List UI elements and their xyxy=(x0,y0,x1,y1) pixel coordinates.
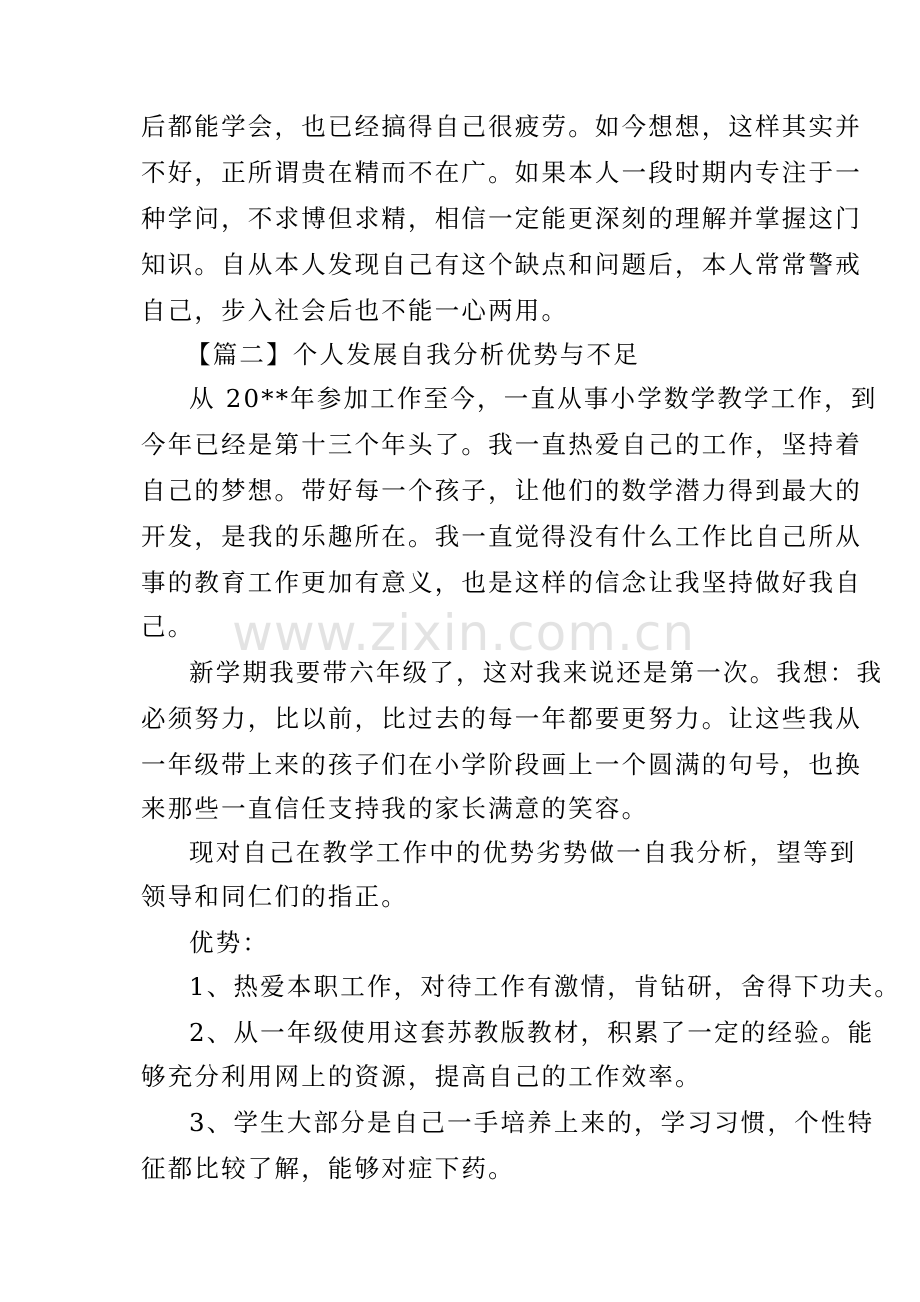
paragraph-line: 事的教育工作更加有意义，也是这样的信念让我坚持做好我自 xyxy=(141,568,862,597)
paragraph-line: 领导和同仁们的指正。 xyxy=(141,882,408,911)
list-item: 2、从一年级使用这套苏教版教材，积累了一定的经验。能 xyxy=(189,1018,875,1047)
paragraph-line: 自己的梦想。带好每一个孩子，让他们的数学潜力得到最大的 xyxy=(141,476,862,505)
section-heading: 【篇二】个人发展自我分析优势与不足 xyxy=(186,340,640,369)
paragraph-line: 从 20**年参加工作至今，一直从事小学数学教学工作，到 xyxy=(189,384,878,413)
list-item-continuation: 够充分利用网上的资源，提高自己的工作效率。 xyxy=(141,1062,702,1091)
list-item: 3、学生大部分是自己一手培养上来的，学习习惯，个性特 xyxy=(189,1108,875,1137)
paragraph-line: 己。 xyxy=(141,612,195,641)
watermark: www.zixin.com.cn xyxy=(232,604,696,662)
paragraph-line: 后都能学会，也已经搞得自己很疲劳。如今想想，这样其实并 xyxy=(141,112,862,141)
paragraph-line: 种学问，不求博但求精，相信一定能更深刻的理解并掌握这门 xyxy=(141,204,862,233)
paragraph-line: 开发，是我的乐趣所在。我一直觉得没有什么工作比自己所从 xyxy=(141,522,862,551)
paragraph-line: 不好，正所谓贵在精而不在广。如果本人一段时期内专注于一 xyxy=(141,158,862,187)
paragraph-line: 一年级带上来的孩子们在小学阶段画上一个圆满的句号，也换 xyxy=(141,750,862,779)
paragraph-line: 自己，步入社会后也不能一心两用。 xyxy=(141,296,569,325)
paragraph-line: 必须努力，比以前，比过去的每一年都要更努力。让这些我从 xyxy=(141,704,862,733)
list-heading: 优势： xyxy=(189,928,270,957)
list-item: 1、热爱本职工作，对待工作有激情，肯钻研，舍得下功夫。 xyxy=(189,972,901,1001)
paragraph-line: 知识。自从本人发现自己有这个缺点和问题后，本人常常警戒 xyxy=(141,250,862,279)
paragraph-line: 今年已经是第十三个年头了。我一直热爱自己的工作，坚持着 xyxy=(141,430,862,459)
paragraph-line: 现对自己在教学工作中的优势劣势做一自我分析，望等到 xyxy=(189,838,857,867)
paragraph-line: 来那些一直信任支持我的家长满意的笑容。 xyxy=(141,794,649,823)
paragraph-line: 新学期我要带六年级了，这对我来说还是第一次。我想：我 xyxy=(189,658,884,687)
list-item-continuation: 征都比较了解，能够对症下药。 xyxy=(141,1154,515,1183)
